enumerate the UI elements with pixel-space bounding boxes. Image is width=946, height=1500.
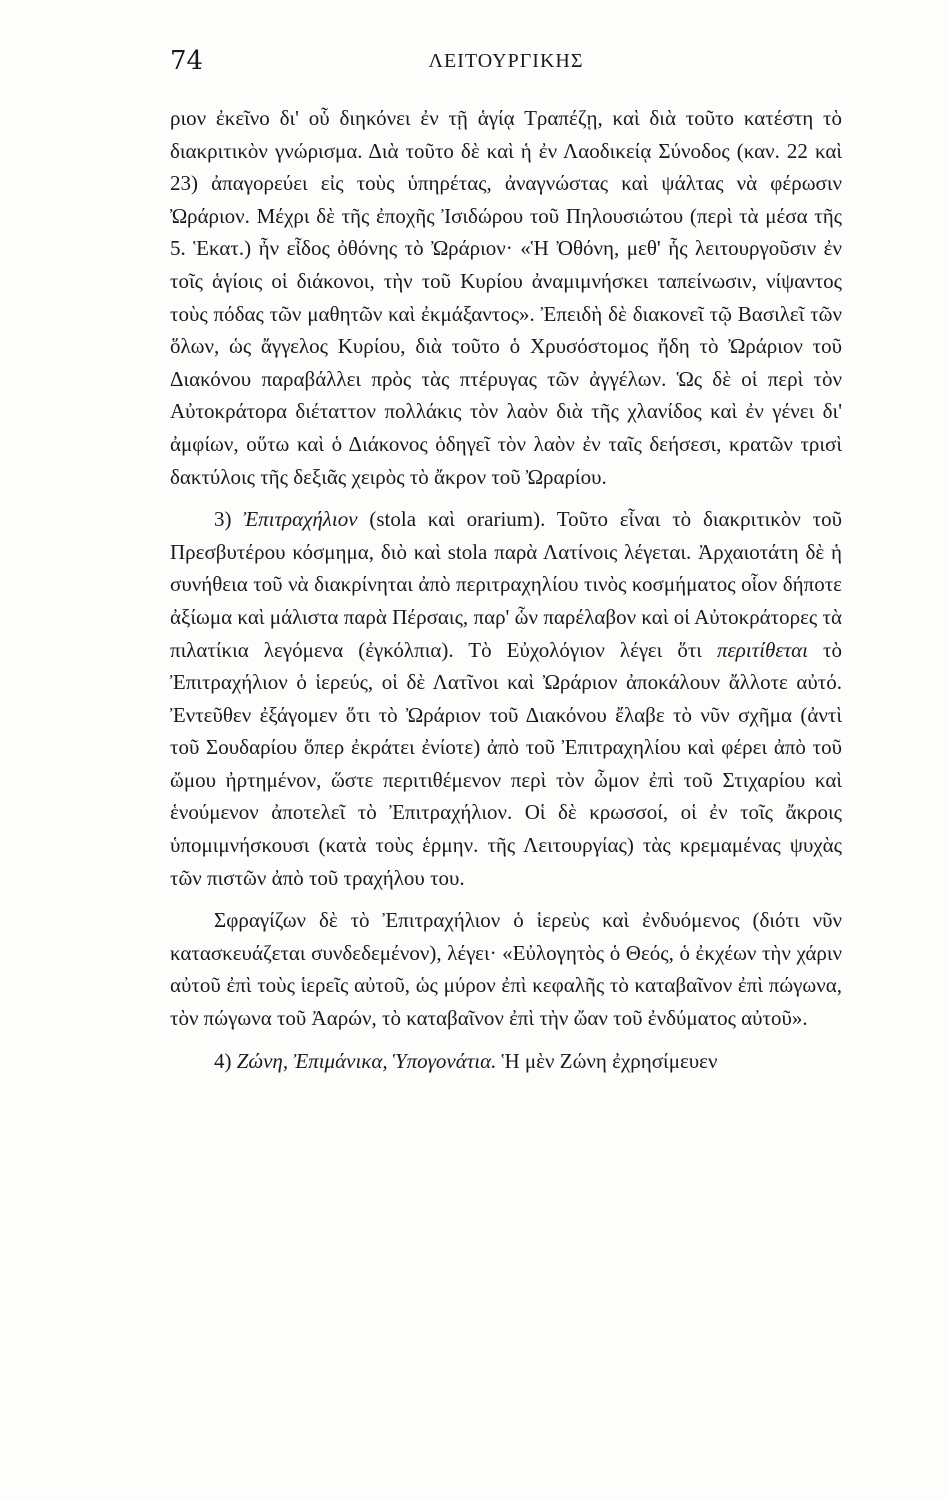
italic-word: περιτίθεται <box>716 637 808 662</box>
section-number: 4) <box>214 1048 232 1073</box>
section-title: Ἐπιτραχήλιον <box>243 507 358 532</box>
paragraph-text: Ἡ μὲν Ζώνη ἐχρησίμευεν <box>501 1048 718 1073</box>
paragraph-epitrachilion <box>170 503 842 894</box>
running-head: ΛΕΙΤΟΥΡΓΙΚΗΣ <box>428 50 584 72</box>
paragraph-text: (stola καὶ orarium). Τοῦτο εἶναι τὸ διακριτικὸν τοῦ Πρεσβυτέρου κόσμημα, διὸ καὶ stola παρὰ Λατίνοις λέγεται. Ἀρχαιοτάτη δὲ ἡ συνήθεια τοῦ νὰ διακρίνηται ἀπὸ περιτραχηλίου τινὸς κοσμήματος οἷον δήποτε ἀξίωμα καὶ μάλιστα παρὰ Πέρσαις, παρ' ὧν παρέλαβον καὶ οἱ Αὐτοκράτορες τὰ πιλατίκια λεγόμενα (ἐγκόλπια). Τὸ Εὐχολόγιον λέγει ὅτι <box>170 507 842 662</box>
page-number: 74 <box>170 46 204 76</box>
page-header <box>170 46 842 80</box>
section-number: 3) <box>214 507 232 532</box>
paragraph-zoni <box>170 1045 842 1078</box>
paragraph-text-continued: τὸ Ἐπιτραχήλιον ὁ ἱερεύς, οἱ δὲ Λατῖνοι καὶ Ὠράριον ἀποκάλουν ἄλλοτε αὐτό. Ἐντεῦθεν ἐξάγομεν ὅτι τὸ Ὠράριον τοῦ Διακόνου ἔλαβε τὸ νῦν σχῆμα (ἀντὶ τοῦ Σουδαρίου ὅπερ ἐκράτει ἐνίοτε) ἀπὸ τοῦ Ἐπιτραχηλίου καὶ φέρει ἀπὸ τοῦ ὤμου ἠρτημένον, ὥστε περιτιθέμενον περὶ τὸν ὦμον ἐπὶ τοῦ Στιχαρίου καὶ ἑνούμενον ἀποτελεῖ τὸ Ἐπιτραχήλιον. Οἱ δὲ κρωσσοί, οἱ ἐν τοῖς ἄκροις ὑπομιμνήσκουσι (κατὰ τοὺς ἑρμην. τῆς Λειτουργίας) τὰς κρεμαμένας ψυχὰς τῶν πιστῶν ἀπὸ τοῦ τραχήλου του. <box>170 637 842 890</box>
section-title: Ζώνη, Ἐπιμάνικα, Ὑπογονάτια. <box>236 1048 497 1073</box>
paragraph-3: Σφραγίζων δὲ τὸ Ἐπιτραχήλιον ὁ ἱερεὺς καὶ ἐνδυόμενος (διότι νῦν κατασκευάζεται συνδεδεμένον), λέγει· «Εὐλογητὸς ὁ Θεός, ὁ ἐκχέων τὴν χάριν αὐτοῦ ἐπὶ τοὺς ἱερεῖς αὐτοῦ, ὡς μύρον ἐπὶ κεφαλῆς τὸ καταβαῖνον ἐπὶ πώγωνα, τὸν πώγωνα τοῦ Ἀαρών, τὸ καταβαῖνον ἐπὶ τὴν ὤαν τοῦ ἐνδύματος αὐτοῦ». <box>170 908 842 1031</box>
body-text <box>170 102 842 1077</box>
paragraph-1: ριον ἐκεῖνο δι' οὗ διηκόνει ἐν τῇ ἁγίᾳ Τραπέζῃ, καὶ διὰ τοῦτο κατέστη τὸ διακριτικὸν γνώρισμα. Διὰ τοῦτο δὲ καὶ ἡ ἐν Λαοδικείᾳ Σύνοδος (καν. 22 καὶ 23) ἀπαγορεύει εἰς τοὺς ὑπηρέτας, ἀναγνώστας καὶ ψάλτας νὰ φέρωσιν Ὠράριον. Μέχρι δὲ τῆς ἐποχῆς Ἰσιδώρου τοῦ Πηλουσιώτου (περὶ τὰ μέσα τῆς 5. Ἑκατ.) ἦν εἶδος ὀθόνης τὸ Ὠράριον· «Ἡ Ὀθόνη, μεθ' ἧς λειτουργοῦσιν ἐν τοῖς ἁγίοις οἱ διάκονοι, τὴν τοῦ Κυρίου ἀναμιμνήσκει ταπείνωσιν, νίψαντος τοὺς πόδας τῶν μαθητῶν καὶ ἐκμάξαντος». Ἐπειδὴ δὲ διακονεῖ τῷ Βασιλεῖ τῶν ὅλων, ὡς ἄγγελος Κυρίου, διὰ τοῦτο ὁ Χρυσόστομος ἤδη τὸ Ὠράριον τοῦ Διακόνου παραβάλλει πρὸς τὰς πτέρυγας τῶν ἀγγέλων. Ὡς δὲ οἱ περὶ τὸν Αὐτοκράτορα διέταττον πολλάκις τὸν λαὸν διὰ τῆς χλανίδος καὶ ἐν γένει δι' ἀμφίων, οὕτω καὶ ὁ Διάκονος ὁδηγεῖ τὸν λαὸν ἐν ταῖς δεήσεσι, κρατῶν τρισὶ δακτύλοις τῆς δεξιᾶς χειρὸς τὸ ἄκρον τοῦ Ὠραρίου. <box>170 106 842 489</box>
